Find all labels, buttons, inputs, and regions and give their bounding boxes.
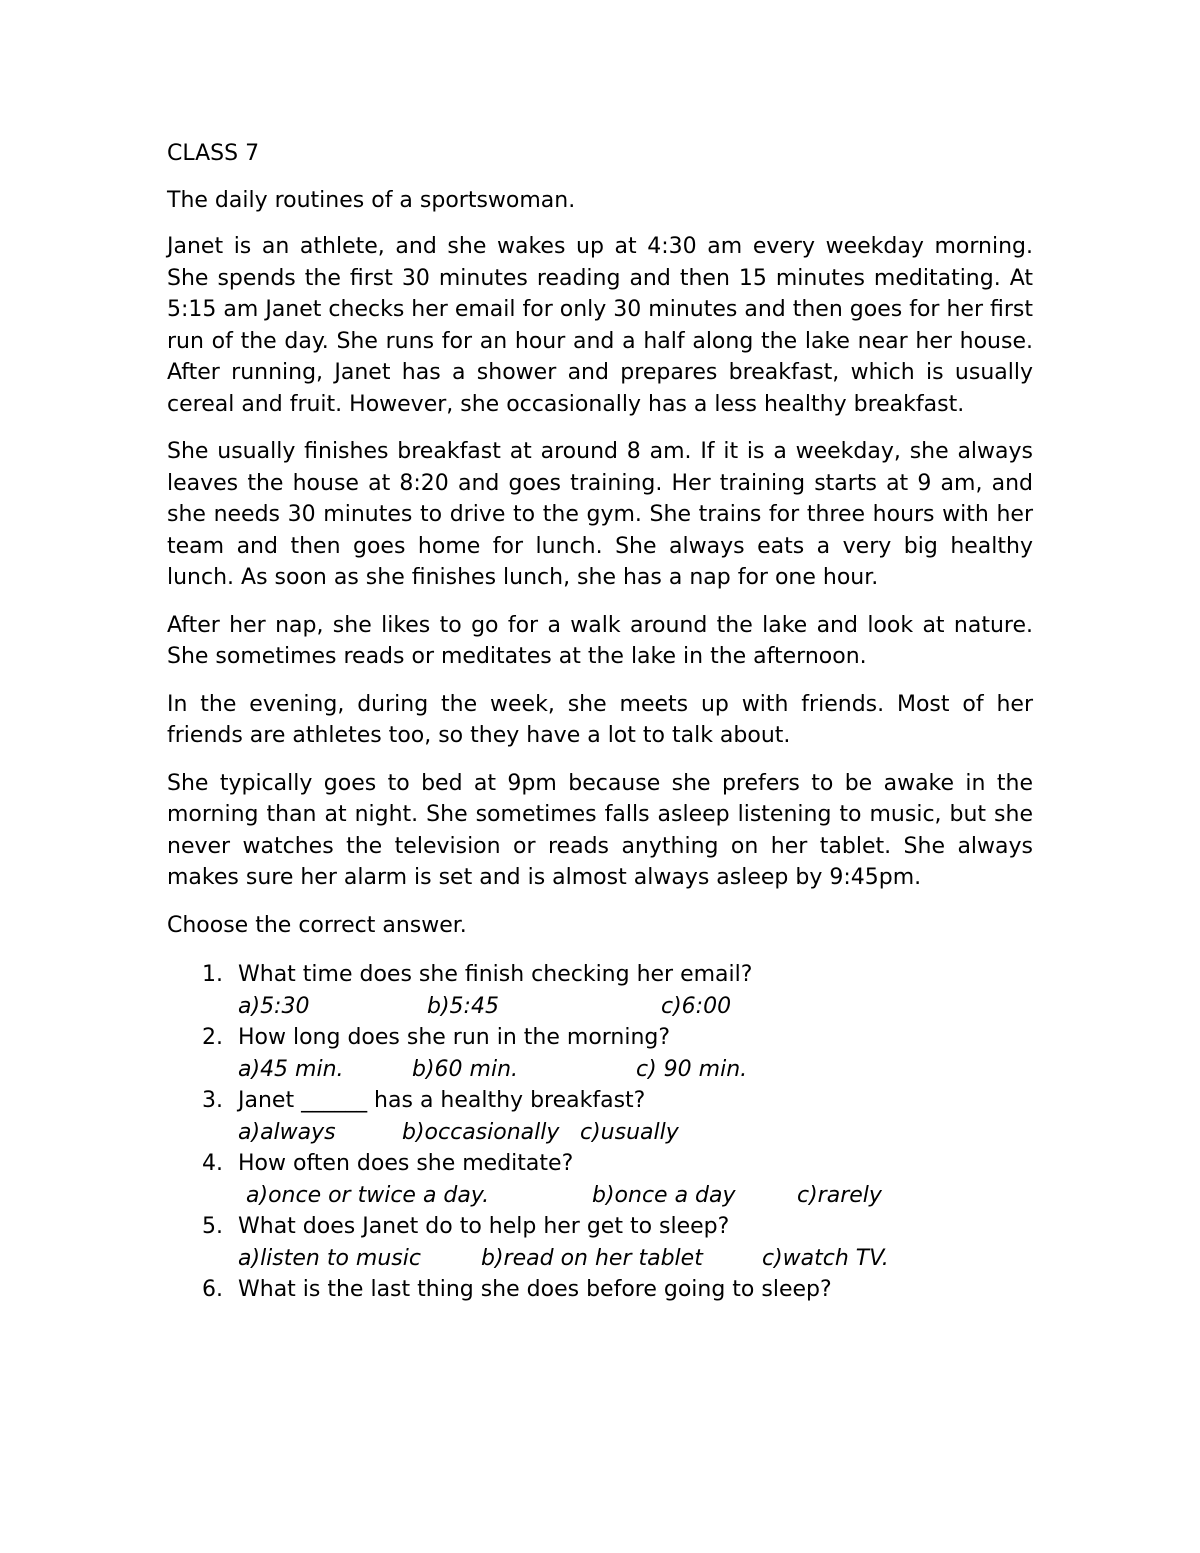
instructions: Choose the correct answer.	[167, 912, 467, 938]
option-c: c)rarely	[797, 1182, 882, 1208]
question-text: What time does she finish checking her email?	[238, 962, 753, 987]
answer-options	[238, 991, 1033, 1023]
answer-options	[238, 1180, 1033, 1212]
answer-options	[238, 1054, 1033, 1086]
question-number: 4.	[202, 1151, 223, 1176]
question-text: What does Janet do to help her get to sleep?	[238, 1214, 730, 1239]
question-number: 5.	[202, 1214, 223, 1239]
paragraph-morning: Janet is an athlete, and she wakes up at 4:30 am every weekday morning. She spends the first 30 minutes reading and then 15 minutes meditating. At 5:15 am Janet checks her email for only 30 minutes and then goes for her first run of the day. She runs for an hour and a half along the lake near her house. After running, Janet has a shower and prepares breakfast, which is usually cereal and fruit. However, she occasionally has a less healthy breakfast.	[167, 234, 1033, 417]
option-c: c)usually	[580, 1119, 679, 1145]
question-number: 3.	[202, 1088, 223, 1113]
answer-options	[238, 1117, 1033, 1149]
question-number: 1.	[202, 962, 223, 987]
option-a: a)listen to music	[238, 1245, 421, 1271]
option-a: a)45 min.	[238, 1056, 344, 1082]
option-b: b)5:45	[427, 993, 499, 1019]
option-b: b)once a day	[592, 1182, 736, 1208]
paragraph-evening: In the evening, during the week, she meets up with friends. Most of her friends are athletes too, so they have a lot to talk about.	[167, 691, 1033, 748]
option-a: a)5:30	[238, 993, 310, 1019]
option-a: a)always	[238, 1119, 336, 1145]
document-subtitle: The daily routines of a sportswoman.	[167, 187, 576, 213]
option-b: b)60 min.	[412, 1056, 519, 1082]
option-c: c)watch TV.	[762, 1245, 889, 1271]
document-page	[167, 138, 1033, 1306]
question-item	[167, 1085, 1033, 1148]
option-b: b)read on her tablet	[481, 1245, 703, 1271]
question-text: Janet ______ has a healthy breakfast?	[238, 1088, 646, 1113]
question-item	[167, 959, 1033, 1022]
question-list	[167, 959, 1033, 1306]
question-text: What is the last thing she does before going to sleep?	[238, 1277, 832, 1302]
option-b: b)occasionally	[402, 1119, 560, 1145]
answer-options	[238, 1243, 1033, 1275]
question-item	[167, 1211, 1033, 1274]
option-a: a)once or twice a day.	[246, 1182, 490, 1208]
question-item	[167, 1022, 1033, 1085]
option-c: c)6:00	[661, 993, 732, 1019]
class-label: CLASS 7	[167, 141, 260, 166]
question-text: How often does she meditate?	[238, 1151, 574, 1176]
question-number: 6.	[202, 1277, 223, 1302]
option-c: c) 90 min.	[636, 1056, 748, 1082]
paragraph-training: She usually finishes breakfast at around 8 am. If it is a weekday, she always leaves the house at 8:20 and goes training. Her training starts at 9 am, and she needs 30 minutes to drive to the gym. She trains for three hours with her team and then goes home for lunch. She always eats a very big healthy lunch. As soon as she finishes lunch, she has a nap for one hour.	[167, 439, 1033, 590]
question-text: How long does she run in the morning?	[238, 1025, 671, 1050]
question-item	[167, 1148, 1033, 1211]
paragraph-night: She typically goes to bed at 9pm because she prefers to be awake in the morning than at night. She sometimes falls asleep listening to music, but she never watches the television or reads anything on her tablet. She always makes sure her alarm is set and is almost always asleep by 9:45pm.	[167, 770, 1033, 890]
question-item	[167, 1274, 1033, 1306]
question-number: 2.	[202, 1025, 223, 1050]
paragraph-afternoon: After her nap, she likes to go for a walk around the lake and look at nature. She sometimes reads or meditates at the lake in the afternoon.	[167, 612, 1033, 669]
